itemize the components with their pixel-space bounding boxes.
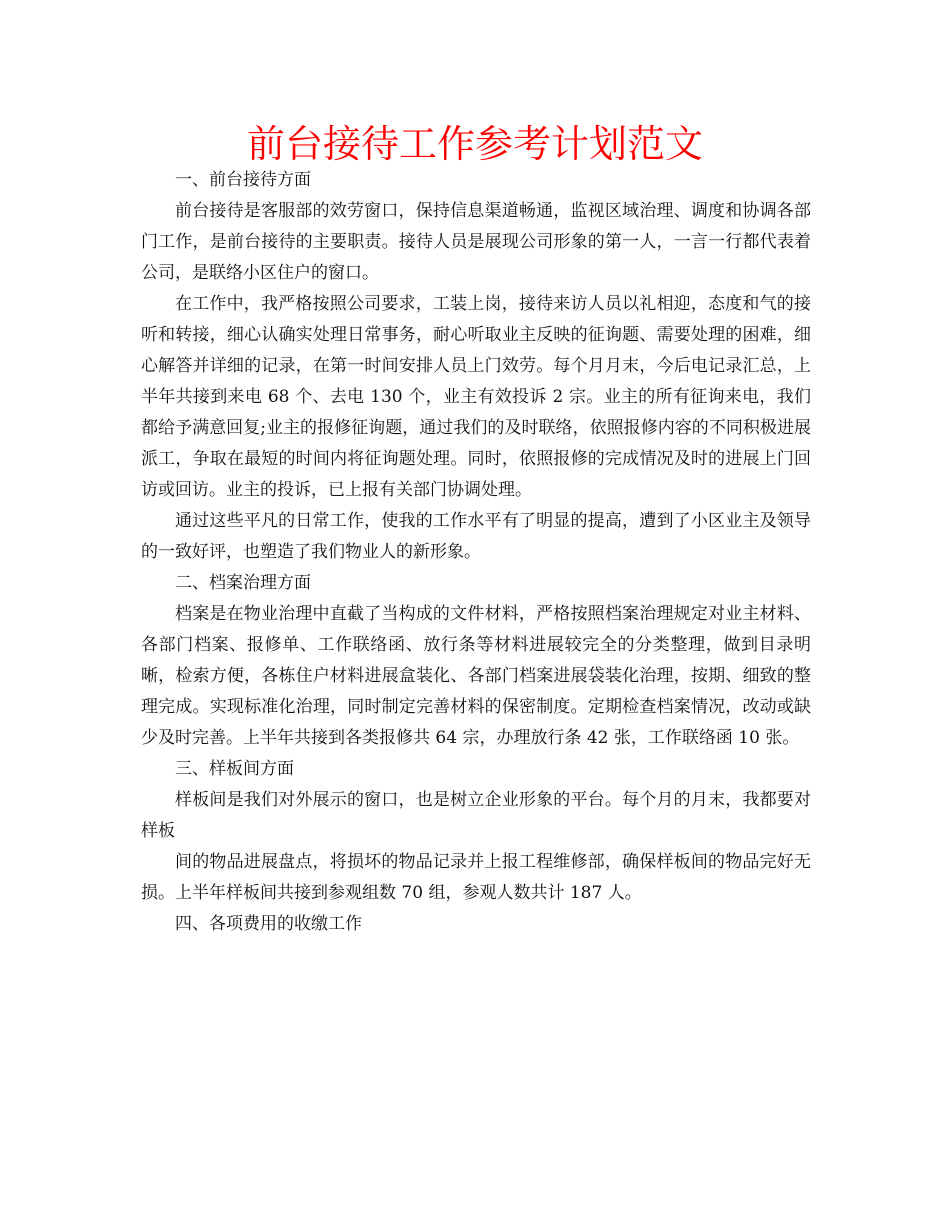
document-title: 前台接待工作参考计划范文	[246, 122, 703, 166]
paragraph-showroom-intro: 样板间是我们对外展示的窗口，也是树立企业形象的平台。每个月的月末，我都要对样板	[141, 790, 811, 841]
paragraph-daily-work: 在工作中，我严格按照公司要求，工装上岗，接待来访人员以礼相迎，态度和气的接听和转接，细心认确实处理日常事务，耐心听取业主反映的征询题、需要处理的困难，细心解答并详细的记录，在第一时间安排人员上门效劳。每个月月末，今后电记录汇总，上半年共接到来电 68 个、去电 130 个，业主有效投诉 2 宗。业主的所有征询来电，我们都给予满意回复;业主的报修征询题，通过我们的及时联络，依照报修内容的不同积极进展派工，争取在最短的时间内将征询题处理。同时，依照报修的完成情况及时的进展上门回访或回访。业主的投诉，已上报有关部门协调处理。	[141, 294, 811, 500]
paragraph-archives: 档案是在物业治理中直截了当构成的文件材料，严格按照档案治理规定对业主材料、各部门档案、报修单、工作联络函、放行条等材料进展较完全的分类整理，做到目录明晰，检索方便，各栋住户材料进展盒装化、各部门档案进展袋装化治理，按期、细致的整理完成。实现标准化治理，同时制定完善材料的保密制度。定期检查档案情况，改动或缺少及时完善。上半年共接到各类报修共 64 宗，办理放行条 42 张，工作联络函 10 张。	[141, 604, 811, 748]
section-heading-reception: 一、前台接待方面	[175, 170, 311, 190]
paragraph-improvement: 通过这些平凡的日常工作，使我的工作水平有了明显的提高，遭到了小区业主及领导的一致好评，也塑造了我们物业人的新形象。	[141, 511, 811, 562]
section-heading-fees: 四、各项费用的收缴工作	[175, 914, 362, 934]
section-heading-archives: 二、档案治理方面	[175, 573, 311, 593]
document-body	[141, 165, 811, 940]
paragraph-reception-duties: 前台接待是客服部的效劳窗口，保持信息渠道畅通，监视区域治理、调度和协调各部门工作，是前台接待的主要职责。接待人员是展现公司形象的第一人，一言一行都代表着公司，是联络小区住户的窗口。	[141, 201, 811, 283]
paragraph-showroom-inventory: 间的物品进展盘点，将损坏的物品记录并上报工程维修部，确保样板间的物品完好无损。上半年样板间共接到参观组数 70 组，参观人数共计 187 人。	[141, 852, 811, 903]
section-heading-showroom: 三、样板间方面	[175, 759, 294, 779]
